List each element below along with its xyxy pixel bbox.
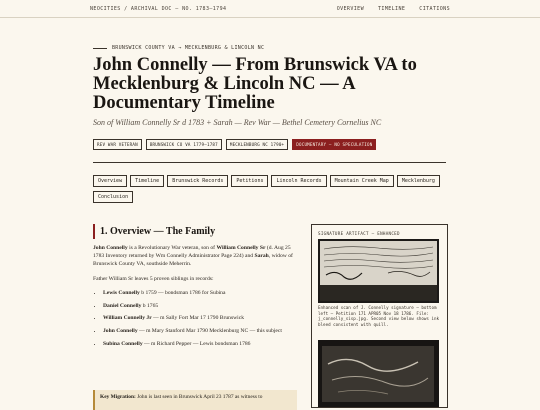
text-fragment: , widow of Brunswick County VA, southside Meherrin. xyxy=(93,253,293,268)
name-sarah: Sarah xyxy=(254,253,269,260)
sibling-name: Lewis Connelly xyxy=(103,289,140,296)
sibling-detail: — m Sally Fort Mar 17 1790 Brunswick xyxy=(151,315,244,322)
eyebrow xyxy=(93,45,264,51)
text-fragment: is a Revolutionary War veteran, son of xyxy=(127,245,217,251)
eyebrow-text: BRUNSWICK COUNTY VA → MECKLENBURG & LINCOLN NC xyxy=(112,45,265,51)
artifact-title: SIGNATURE ARTIFACT — ENHANCED xyxy=(318,231,400,236)
sibling-name: Subina Connelly xyxy=(103,340,143,347)
overview-paragraph xyxy=(93,244,299,269)
sibling-detail: b 1759 — bondsman 1786 for Subina xyxy=(139,289,226,296)
section-link-brunswick-records[interactable]: Brunswick Records xyxy=(167,175,228,187)
section-link-mountain-creek-map[interactable]: Mountain Creek Map xyxy=(330,175,394,187)
list-item xyxy=(103,302,299,310)
overview-body xyxy=(93,244,299,352)
nav-overview[interactable]: OVERVIEW xyxy=(336,6,364,12)
sibling-list xyxy=(93,289,299,348)
list-item xyxy=(103,340,299,348)
siblings-intro: Father William Sr leaves 5 proven siblings in records: xyxy=(93,275,214,282)
tag-rev-war: REV WAR VETERAN xyxy=(93,139,142,150)
nav-timeline[interactable]: TIMELINE xyxy=(378,6,406,12)
tag-brunswick: BRUNSWICK CO VA 1779–1787 xyxy=(146,139,222,150)
section-link-petitions[interactable]: Petitions xyxy=(231,175,268,187)
callout-label: Key Migration: xyxy=(100,394,136,400)
top-bar xyxy=(0,0,540,18)
section-nav xyxy=(93,175,453,203)
page-subtitle: Son of William Connelly Sr d 1783 + Sarah — Rev War — Bethel Cemetery Cornelius NC xyxy=(93,118,382,127)
sibling-detail: — m Richard Pepper — Lewis bondsman 1786 xyxy=(142,340,251,347)
header-divider xyxy=(93,162,446,163)
callout-text: John is last seen in Brunswick April 23 1787 as witness to xyxy=(135,394,263,400)
ink-bleed-scan xyxy=(318,340,439,407)
page-title: John Connelly — From Brunswick VA to Mecklenburg & Lincoln NC — A Documentary Timeline xyxy=(93,55,417,113)
tag-mecklenburg: MECKLENBURG NC 1790+ xyxy=(226,139,288,150)
sibling-detail: — m Mary Stanford Mar 1790 Mecklenburg NC — this subject xyxy=(137,327,282,334)
list-item xyxy=(103,327,299,335)
section-link-mecklenburg[interactable]: Mecklenburg xyxy=(397,175,440,187)
eyebrow-rule xyxy=(93,48,107,49)
section-link-overview[interactable]: Overview xyxy=(93,175,127,187)
nav-citations[interactable]: CITATIONS xyxy=(419,6,450,12)
text-fragment: (d. Aug 25 1783 Inventory returned by Wm Connelly Administrator Page 224) and xyxy=(93,245,291,260)
section-link-lincoln-records[interactable]: Lincoln Records xyxy=(271,175,326,187)
tag-list xyxy=(93,139,376,150)
signature-artifact xyxy=(311,224,448,408)
tag-documentary: DOCUMENTARY — NO SPECULATION xyxy=(292,139,376,150)
sibling-name: William Connelly Jr xyxy=(103,315,152,322)
sibling-detail: b 1765 xyxy=(141,302,159,309)
signature-image[interactable] xyxy=(318,239,439,303)
ink-bleed-image[interactable] xyxy=(318,340,439,407)
key-migration-callout xyxy=(93,390,297,410)
site-brand[interactable]: NEOCITIES / ARCHIVAL DOC — NO. 1783–1794 xyxy=(90,6,227,12)
signature-scan xyxy=(318,239,439,303)
section-link-conclusion[interactable]: Conclusion xyxy=(93,191,133,203)
name-john: John Connelly xyxy=(93,245,128,251)
section-link-timeline[interactable]: Timeline xyxy=(130,175,164,187)
sibling-name: Daniel Connelly xyxy=(103,302,142,309)
top-nav xyxy=(337,6,450,12)
name-william-sr: William Connelly Sr xyxy=(216,245,266,251)
artifact-caption: Enhanced scan of J. Connelly signature — bottom left — Petition 171 APR05 Nov 18 1786. File: j_connelly_sisp.jpg. Second view below shows ink bleed consistent with quill. xyxy=(318,305,440,327)
sibling-name: John Connelly xyxy=(103,327,138,334)
list-item xyxy=(103,289,299,297)
list-item xyxy=(103,314,299,322)
section-heading: 1. Overview — The Family xyxy=(93,224,215,239)
